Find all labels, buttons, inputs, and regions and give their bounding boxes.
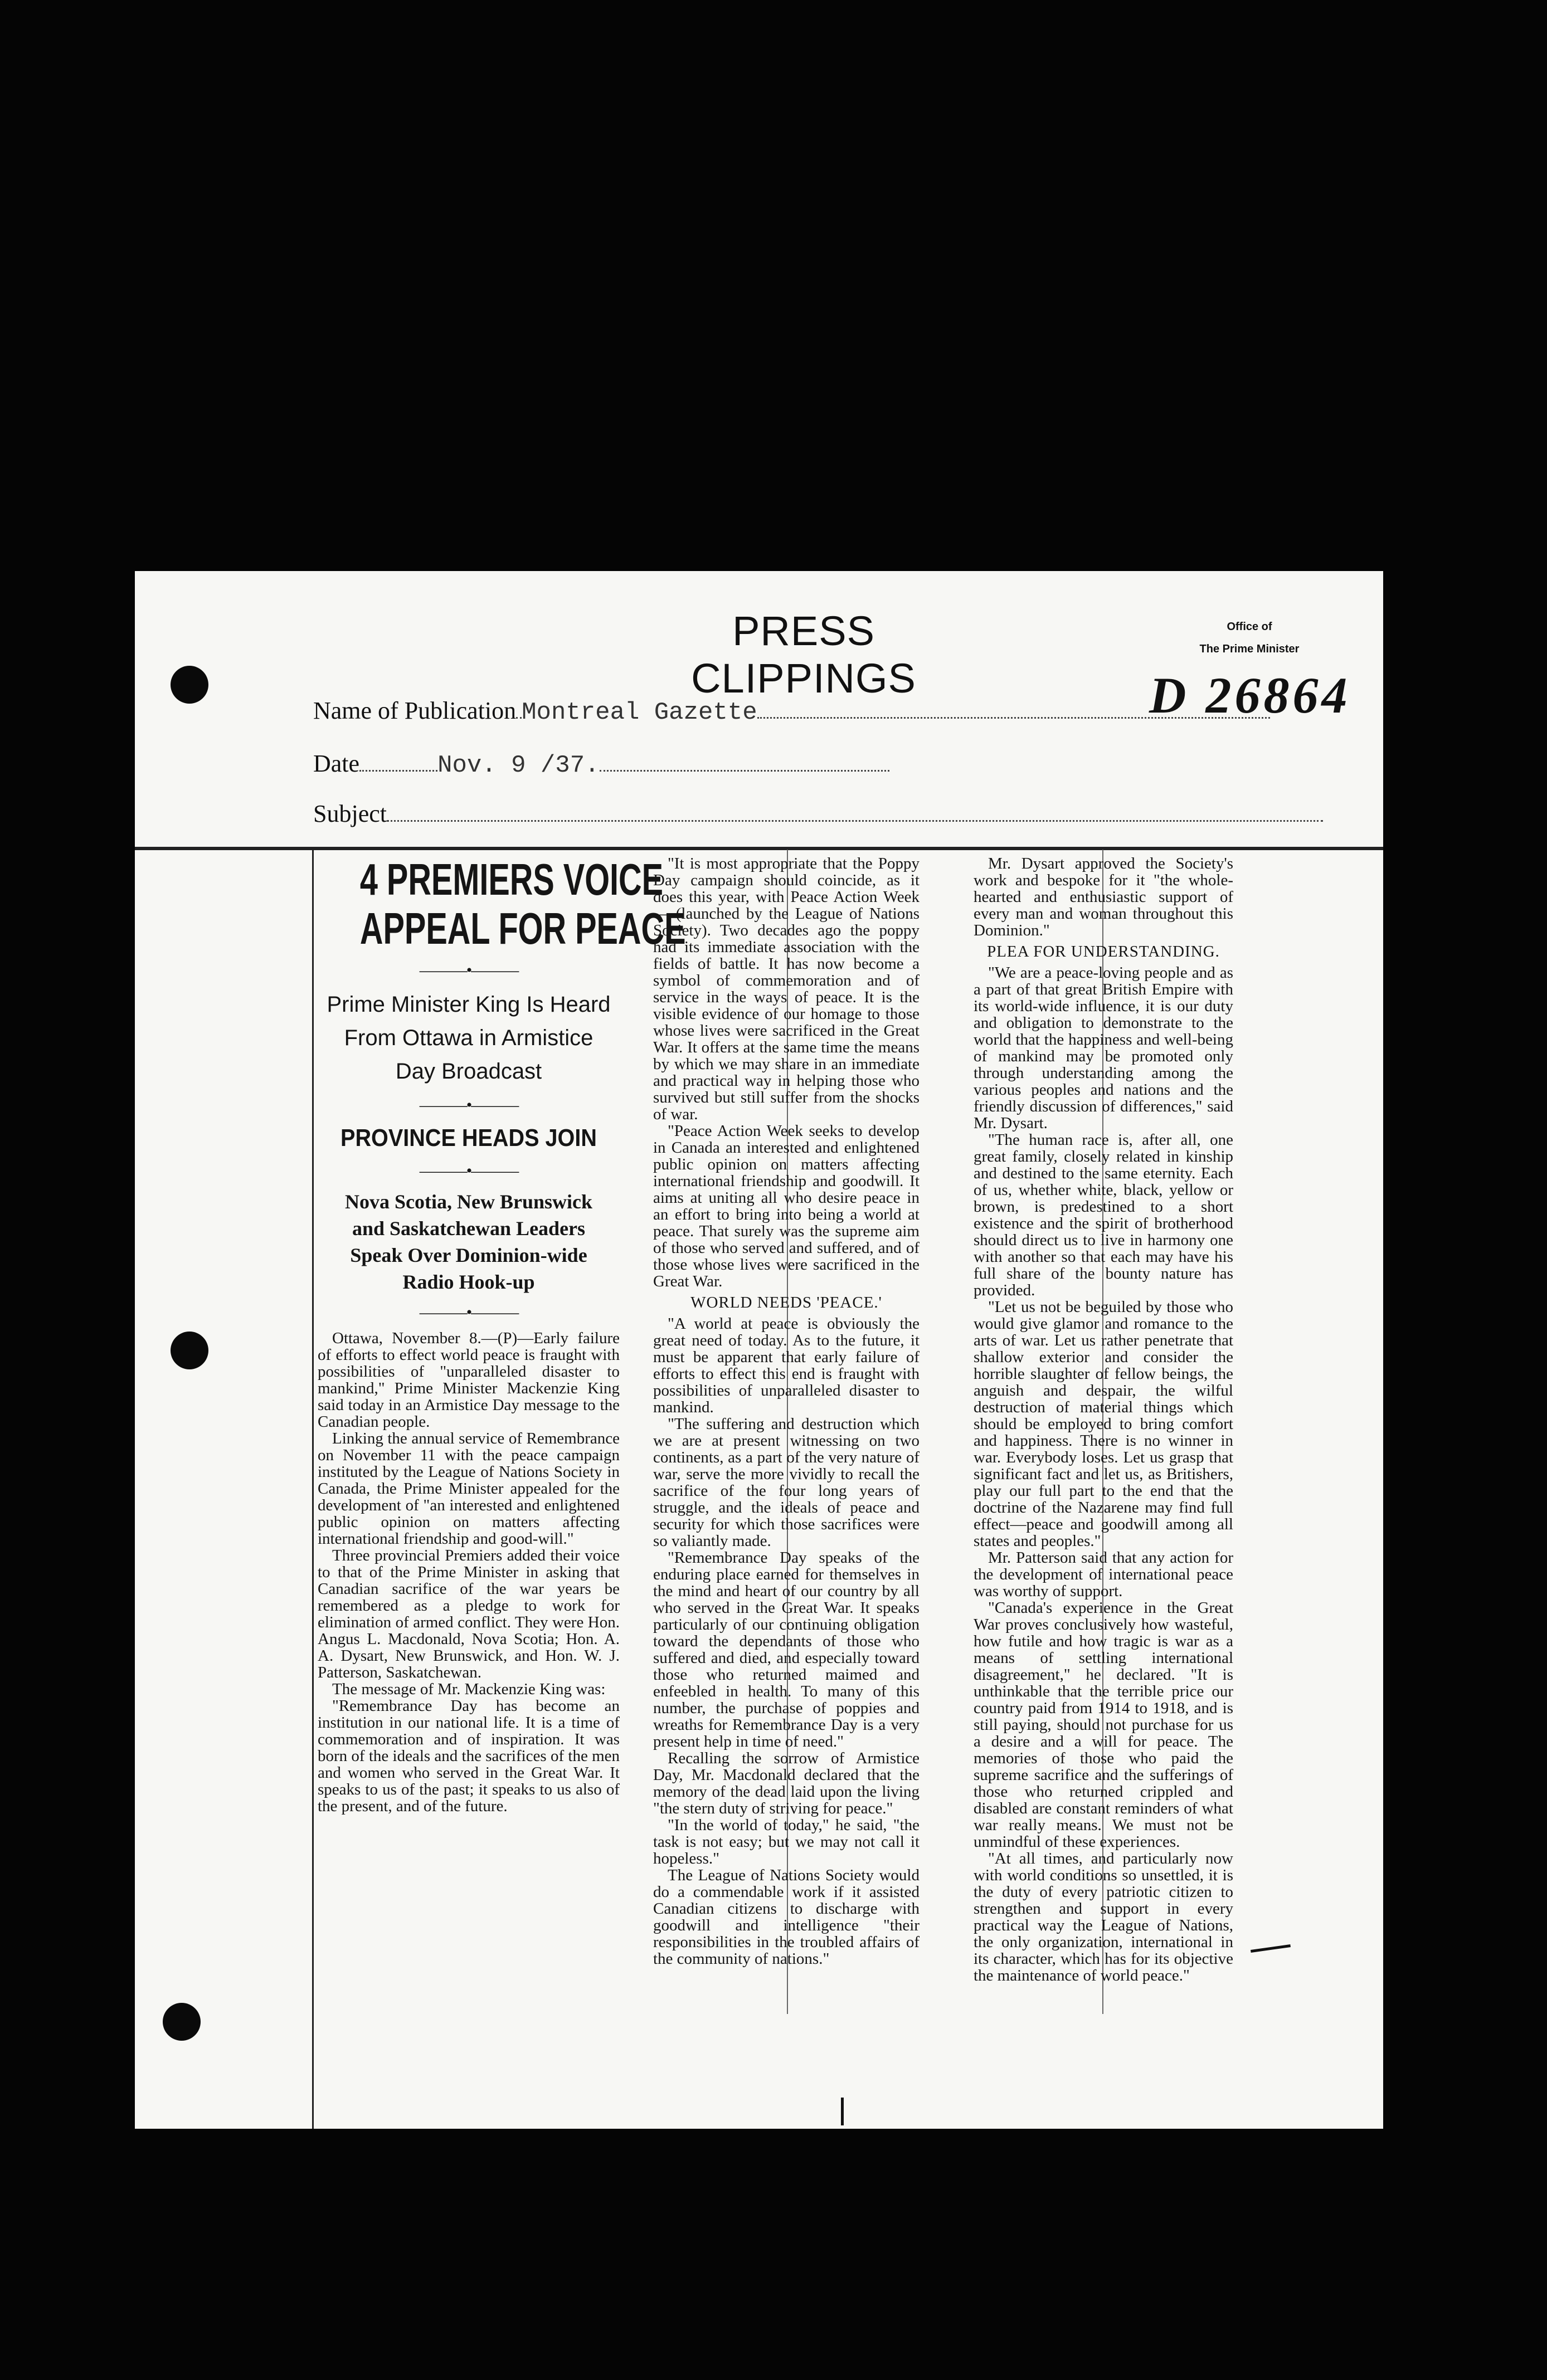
- article-column-3: [974, 855, 1233, 1984]
- binder-hole: [163, 2003, 201, 2041]
- paragraph: "The suffering and destruction which we are at present witnessing on two continents, as a part of the very nature of war, serve the more vividly to recall the sacrifice of the four long years of struggle, and the ideals of peace and security for which those sacrifices were so valiantly made.: [653, 1415, 920, 1550]
- publication-value: Montreal Gazette: [522, 699, 757, 726]
- office-label: Office of The Prime Minister: [1199, 621, 1300, 655]
- section-subhead: WORLD NEEDS 'PEACE.': [690, 1294, 882, 1311]
- paragraph: Mr. Patterson said that any action for the development of international peace was worthy of support.: [974, 1549, 1233, 1600]
- paragraph: "It is most appropriate that the Poppy Day campaign should coincide, as it does this year, with Peace Action Week — (launched by the League of Nations Society). Two decades ago the poppy had its immediate association with the fields of battle. It has now become a symbol of commemoration and of service in the ways of peace. It is the visible evidence of our homage to those whose lives were sacrificed in the Great War. It offers at the same time the means by which we may share in an immediate and practical way in helping those who survived but still suffer from the shocks of war.: [653, 855, 920, 1123]
- left-margin-rule: [312, 850, 314, 2129]
- paragraph: Mr. Dysart approved the Society's work and bespoke for it "the whole-hearted and enthusiastic support of every man and woman throughout this Dominion.": [974, 855, 1233, 939]
- paragraph: Linking the annual service of Remembrance on November 11 with the peace campaign instituted by the League of Nations Society in Canada, the Prime Minister appealed for the development of "an interested and enlightened public opinion on matters affecting international friendship and good-will.": [318, 1430, 620, 1548]
- subhead-1: Prime Minister King Is Heard From Ottawa in Armistice Day Broadcast: [327, 992, 611, 1084]
- pencil-mark: [841, 2098, 844, 2125]
- paragraph: "Remembrance Day has become an institution in our national life. It is a time of commemoration and of inspiration. It was born of the ideals and the sacrifices of the men and women who served in the Great War. It speaks to us of the past; it speaks to us also of the present, and of the future.: [318, 1697, 620, 1815]
- pencil-mark: [1251, 1944, 1291, 1953]
- headline-line-1: 4 PREMIERS VOICE: [359, 855, 664, 904]
- paragraph: "We are a peace-loving people and as a part of that great British Empire with its world-wide influence, it is our duty and obligation to demonstrate to the world that the happiness and well-being of mankind may be promoted only through understanding among the various peoples and nations and the friendly discussion of differences," said Mr. Dysart.: [974, 964, 1233, 1132]
- paragraph: "The human race is, after all, one great family, closely related in kinship and destined to the same eternity. Each of us, whether white, black, yellow or brown, is predestined to a short existence and the spirit of brotherhood should direct us to live in harmony one with another so that each may have his full share of the bounty nature has provided.: [974, 1131, 1233, 1299]
- subhead-3: Nova Scotia, New Brunswick and Saskatchewan Leaders Speak Over Dominion-wide Radio Hook-up: [344, 1191, 592, 1293]
- clipping-sheet: [135, 571, 1383, 2129]
- paragraph: "At all times, and particularly now with world conditions so unsettled, it is the duty of every patriotic citizen to strengthen and support in every practical way the League of Nations, the only organization, international in its character, which has for its objective the maintenance of world peace.": [974, 1850, 1233, 1984]
- publication-field: Name of Publication Montreal Gazette: [313, 696, 1270, 726]
- article-column-1: [318, 855, 686, 2014]
- paragraph: The League of Nations Society would do a commendable work if it assisted Canadian citizens to discharge with goodwill and intelligence "their responsibilities in the troubled affairs of the community of nations.": [653, 1866, 920, 1968]
- paragraph: "In the world of today," he said, "the task is not easy; but we may not call it hopeless.": [653, 1816, 920, 1867]
- paragraph: "Remembrance Day speaks of the enduring place earned for themselves in the mind and heart of our country by all who served in the Great War. It speaks particularly of our continuing obligation toward the dependants of those who suffered and died, and especially toward those who returned maimed and enfeebled in health. To many of this number, the purchase of poppies and wreaths for Remembrance Day is a very present help in time of need.": [653, 1549, 920, 1750]
- ornament-rule: ———•———: [419, 961, 518, 979]
- paragraph: "Let us not be beguiled by those who would give glamor and romance to the arts of war. Let us rather penetrate that shallow exterior and consider the horrible slaughter of fellow beings, the anguish and despair, the wilful destruction of material things which should be employed to bring comfort and happiness. There is no winner in war. Everybody loses. Let us grasp that significant fact and let us, as Britishers, play our full part to the end that the doctrine of the Nazarene may find full effect—peace and goodwill among all states and peoples.": [974, 1298, 1233, 1550]
- ornament-rule: ———•———: [419, 1096, 518, 1114]
- paragraph: The message of Mr. Mackenzie King was:: [332, 1680, 606, 1698]
- form-title: PRESS CLIPPINGS: [691, 608, 916, 701]
- document-number: D 26864: [1149, 667, 1351, 724]
- date-field: Date Nov. 9 /37.: [313, 749, 889, 779]
- date-value: Nov. 9 /37.: [437, 752, 600, 779]
- subject-field: Subject: [313, 799, 1323, 828]
- header-rule: [135, 847, 1383, 850]
- paragraph: Three provincial Premiers added their voice to that of the Prime Minister in asking that Canadian sacrifice of the war years be remembered as a pledge to work for elimination of armed conflict. They were Hon. Angus L. Macdonald, Nova Scotia; Hon. A. A. Dysart, New Brunswick, and Hon. W. J. Patterson, Saskatchewan.: [318, 1547, 620, 1681]
- binder-hole: [171, 1332, 208, 1369]
- article-column-2: [653, 855, 920, 2098]
- ornament-rule: ———•———: [419, 1303, 518, 1321]
- section-subhead: PLEA FOR UNDERSTANDING.: [987, 943, 1220, 960]
- paragraph: "A world at peace is obviously the great need of today. As to the future, it must be apparent that early failure of efforts to effect this end is fraught with possibilities of unparalleled disaster to mankind.: [653, 1315, 920, 1416]
- headline-line-2: APPEAL FOR PEACE: [359, 904, 686, 953]
- binder-hole: [171, 666, 208, 704]
- subhead-2: PROVINCE HEADS JOIN: [340, 1124, 597, 1152]
- paragraph: Ottawa, November 8.—(P)—Early failure of efforts to effect world peace is fraught with possibilities of "unparalleled disaster to mankind," Prime Minister Mackenzie King said today in an Armistice Day message to the Canadian people.: [318, 1329, 620, 1431]
- paragraph: Recalling the sorrow of Armistice Day, Mr. Macdonald declared that the memory of the dead laid upon the living "the stern duty of striving for peace.": [653, 1749, 920, 1817]
- ornament-rule: ———•———: [419, 1162, 518, 1180]
- paragraph: "Canada's experience in the Great War proves conclusively how wasteful, how futile and how tragic is war as a means of settling international disagreement," he declared. "It is unthinkable that the terrible price our country paid from 1914 to 1918, and is still paying, should not purchase for us a desire and a will for peace. The memories of those who paid the supreme sacrifice and the sufferings of those who returned crippled and disabled are constant reminders of what war really means. We must not be unmindful of these experiences.: [974, 1599, 1233, 1851]
- paragraph: "Peace Action Week seeks to develop in Canada an interested and enlightened public opinion on matters affecting international friendship and goodwill. It aims at uniting all who desire peace in an effort to bring into being a world at peace. That surely was the supreme aim of those who served and suffered, and of those whose lives were sacrificed in the Great War.: [653, 1122, 920, 1290]
